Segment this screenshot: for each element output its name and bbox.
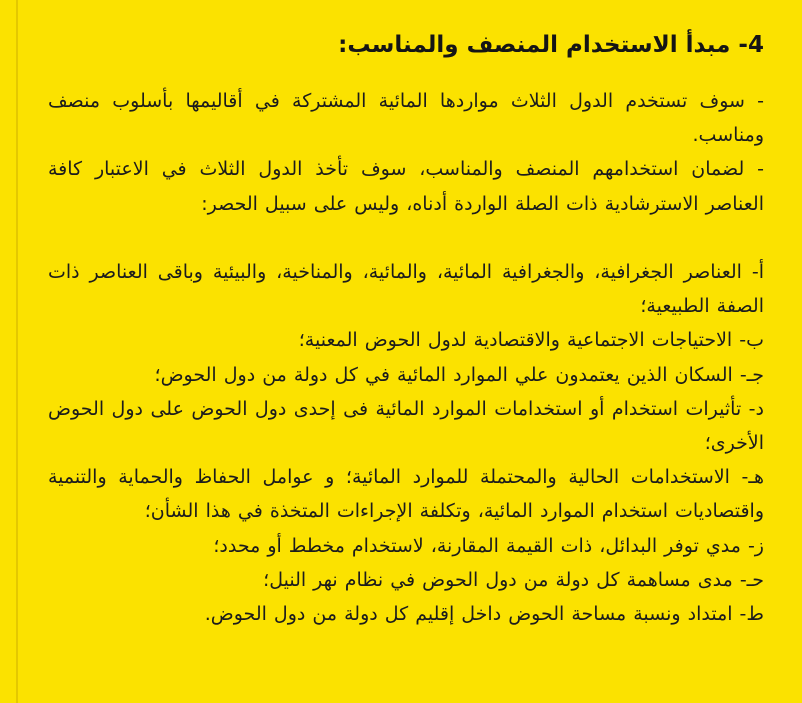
list-item-alef: أ- العناصر الجغرافية، والجغرافية المائية، والمائية، والمناخية، والبيئية وباقى العناصر ذات الصفة الطبيعية؛ xyxy=(48,261,764,318)
intro-paragraph-2: - لضمان استخدامهم المنصف والمناسب، سوف تأخذ الدول الثلاث في الاعتبار كافة العناصر الاسترشادية ذات الصلة الواردة أدناه، وليس على سبيل الحصر: xyxy=(48,158,764,215)
list-item-taa: ط- امتداد ونسبة مساحة الحوض داخل إقليم كل دولة من دول الحوض. xyxy=(204,603,764,626)
intro-paragraph-1: - سوف تستخدم الدول الثلاث مواردها المائية المشتركة في أقاليمها بأسلوب منصف ومناسب. xyxy=(48,90,764,147)
section-title: 4- مبدأ الاستخدام المنصف والمناسب: xyxy=(338,32,764,58)
paragraph-gap xyxy=(48,221,764,255)
list-item-jeem: جـ- السكان الذين يعتمدون علي الموارد المائية في كل دولة من دول الحوض؛ xyxy=(154,363,764,386)
list-item-zay: ز- مدي توفر البدائل، ذات القيمة المقارنة، لاستخدام مخطط أو محدد؛ xyxy=(213,534,764,557)
list-item-ha: هـ- الاستخدامات الحالية والمحتملة للموارد المائية؛ و عوامل الحفاظ والحماية والتنمية واقتصاديات استخدام الموارد المائية، وتكلفة الإجراءات المتخذة في هذا الشأن؛ xyxy=(48,466,764,523)
list-item-ba: ب- الاحتياجات الاجتماعية والاقتصادية لدول الحوض المعنية؛ xyxy=(298,329,764,352)
list-item-dal: د- تأثيرات استخدام أو استخدامات الموارد المائية فى إحدى دول الحوض على دول الحوض الأخرى؛ xyxy=(48,397,764,455)
document-body xyxy=(48,0,764,631)
list-item-haa: حـ- مدى مساهمة كل دولة من دول الحوض في نظام نهر النيل؛ xyxy=(263,568,764,591)
page-edge-line xyxy=(16,0,18,703)
